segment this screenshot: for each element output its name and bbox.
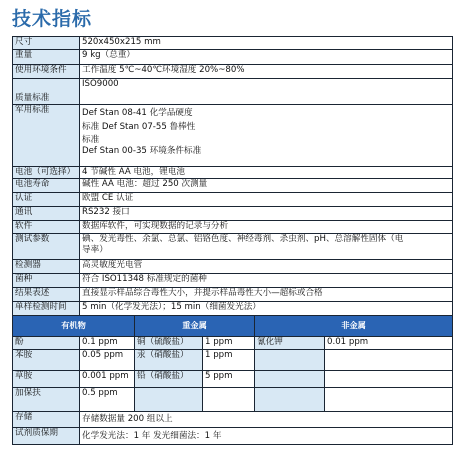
- heavy-limit: 1 ppm: [203, 337, 255, 350]
- page-title: 技术指标: [12, 8, 93, 30]
- params-line-1: 碘、发光毒性、余氯、总氯、铝铬色度、神经毒剂、杀虫剂、pH、总溶解性固体（电: [82, 234, 404, 244]
- spec-value: [80, 105, 453, 167]
- heavy-name: [135, 388, 203, 412]
- spec-label: 单样检测时间: [13, 302, 80, 316]
- spec-label: 软件: [13, 221, 80, 234]
- spec-row-weight: [13, 50, 453, 65]
- nonmetal-name: 氰化钾: [255, 337, 325, 350]
- spec-value: 存储数据量 200 组以上: [80, 412, 453, 428]
- spec-value: 数据库软件，可实现数据的记录与分析: [80, 221, 453, 234]
- spec-row-quality: [13, 79, 453, 105]
- spec-row-shelf-life: [13, 428, 453, 445]
- spec-label: 认证: [13, 193, 80, 207]
- spec-label: 使用环境条件: [13, 65, 80, 79]
- nonmetal-name: [255, 388, 325, 412]
- nonmetal-name: [255, 350, 325, 371]
- spec-value: ISO9000: [80, 79, 453, 105]
- heavy-limit: [203, 388, 255, 412]
- spec-value: 高灵敏度光电管: [80, 260, 453, 274]
- organic-name: 草胺: [13, 371, 80, 388]
- nonmetal-limit: [325, 371, 453, 388]
- header-organic: 有机物: [13, 316, 135, 337]
- nonmetal-name: [255, 371, 325, 388]
- spec-label: 电池寿命: [13, 179, 80, 193]
- military-line-3: 标准: [82, 135, 100, 146]
- limits-header-row: [13, 316, 453, 337]
- header-heavy-metal: 重金属: [135, 316, 255, 337]
- spec-value: 欧盟 CE 认证: [80, 193, 453, 207]
- nonmetal-limit: [325, 388, 453, 412]
- organic-limit: 0.001 ppm: [80, 371, 135, 388]
- spec-row-software: [13, 221, 453, 234]
- spec-label: 重量: [13, 50, 80, 65]
- spec-label: 质量标准: [13, 79, 80, 105]
- organic-limit: 0.05 ppm: [80, 350, 135, 371]
- spec-row-battery-life: [13, 179, 453, 193]
- spec-row-params: [13, 234, 453, 260]
- spec-value: 4 节碱性 AA 电池，锂电池: [80, 167, 453, 179]
- heavy-limit: 5 ppm: [203, 371, 255, 388]
- spec-row-size: [13, 37, 453, 50]
- organic-limit: 0.1 ppm: [80, 337, 135, 350]
- spec-label: 测试参数: [13, 234, 80, 260]
- spec-label: 检测器: [13, 260, 80, 274]
- spec-row-result: [13, 288, 453, 302]
- spec-table: [12, 36, 453, 445]
- nonmetal-limit: 0.01 ppm: [325, 337, 453, 350]
- limits-row: [13, 371, 453, 388]
- organic-name: 苯胺: [13, 350, 80, 371]
- spec-label: 结果表述: [13, 288, 80, 302]
- limits-row: [13, 337, 453, 350]
- spec-label: 通讯: [13, 207, 80, 221]
- organic-name: 酚: [13, 337, 80, 350]
- spec-value: 符合 ISO11348 标准规定的菌种: [80, 274, 453, 288]
- military-line-1: Def Stan 08-41 化学品硬度: [82, 108, 193, 118]
- spec-label: 电池（可选择）: [13, 167, 80, 179]
- spec-label: 菌种: [13, 274, 80, 288]
- spec-label: 军用标准: [13, 105, 80, 167]
- spec-value: 碱性 AA 电池：超过 250 次测量: [80, 179, 453, 193]
- spec-label: 试剂质保期: [13, 428, 80, 445]
- spec-row-comm: [13, 207, 453, 221]
- organic-name: 加保扶: [13, 388, 80, 412]
- military-line-4: Def Stan 00-35 环境条件标准: [82, 146, 202, 157]
- military-line-2: 标准 Def Stan 07-55 鲁棒性: [82, 121, 196, 132]
- spec-row-time: [13, 302, 453, 316]
- header-nonmetal: 非金属: [255, 316, 453, 337]
- heavy-name: 汞（硝酸盐）: [135, 350, 203, 371]
- heavy-limit: 1 ppm: [203, 350, 255, 371]
- heavy-name: 铜（硫酸盐）: [135, 337, 203, 350]
- spec-row-cert: [13, 193, 453, 207]
- spec-row-detector: [13, 260, 453, 274]
- organic-limit: 0.5 ppm: [80, 388, 135, 412]
- spec-row-strain: [13, 274, 453, 288]
- spec-value: 工作温度 5℃~40℃环境湿度 20%~80%: [80, 65, 453, 79]
- spec-row-storage: [13, 412, 453, 428]
- spec-row-military: [13, 105, 453, 167]
- spec-row-env: [13, 65, 453, 79]
- limits-row: [13, 350, 453, 371]
- spec-value: 5 min（化学发光法）；15 min（细菌发光法）: [80, 302, 453, 316]
- spec-value: 直接显示样品综合毒性大小，并提示样品毒性大小—超标或合格: [80, 288, 453, 302]
- limits-row: [13, 388, 453, 412]
- spec-row-battery-type: [13, 167, 453, 179]
- spec-value: RS232 接口: [80, 207, 453, 221]
- spec-value: 9 kg（总重）: [80, 50, 453, 65]
- params-line-2: 导率）: [82, 244, 108, 255]
- spec-value: 520x450x215 mm: [80, 37, 453, 50]
- nonmetal-limit: [325, 350, 453, 371]
- spec-value: 化学发光法：1 年 发光细菌法：1 年: [80, 428, 453, 445]
- spec-label: 存储: [13, 412, 80, 428]
- heavy-name: 铅（硝酸盐）: [135, 371, 203, 388]
- spec-value: [80, 234, 453, 260]
- spec-label: 尺寸: [13, 37, 80, 50]
